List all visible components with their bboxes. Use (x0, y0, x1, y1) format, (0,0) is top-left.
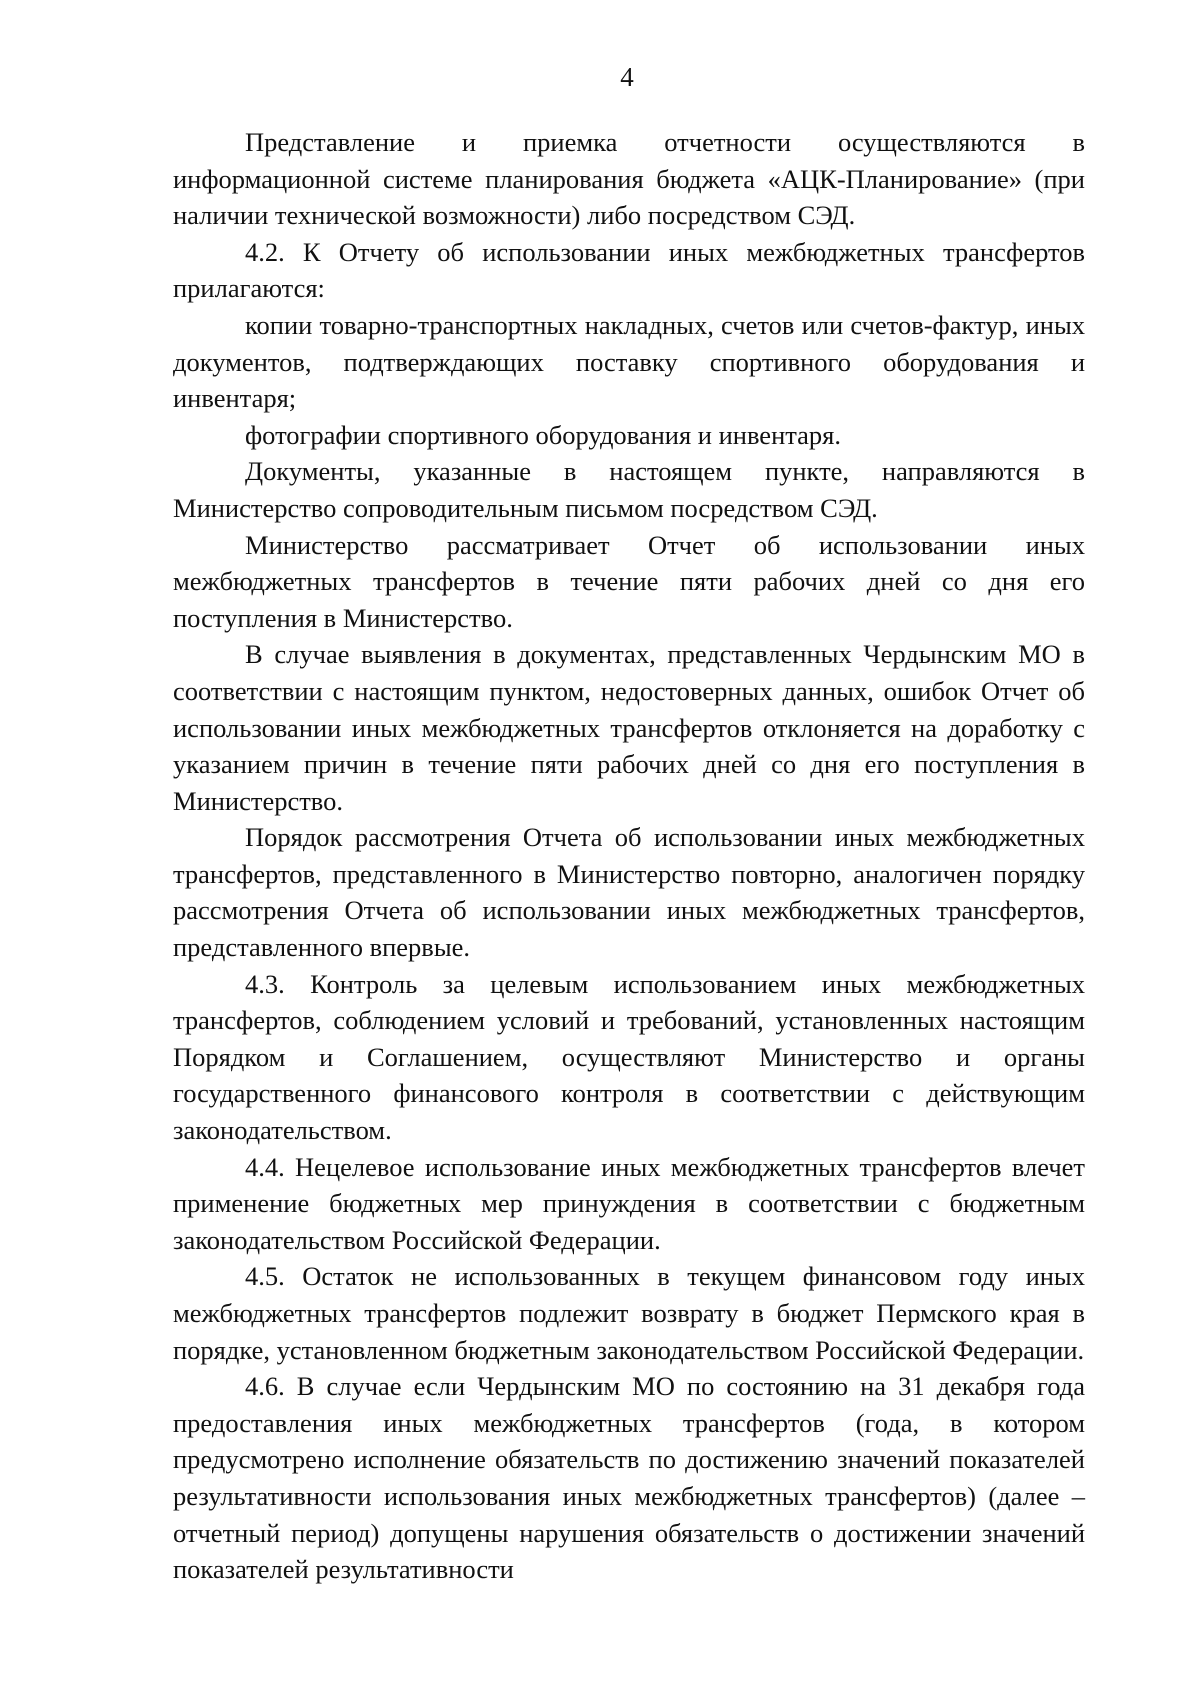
paragraph: В случае выявления в документах, представленных Чердынским МО в соответствии с настоящим пунктом, недостоверных данных, ошибок Отчет об использовании иных межбюджетных трансфертов отклоняется на доработку с указанием причин в течение пяти рабочих дней со дня его поступления в Министерство. (173, 639, 1085, 816)
paragraph: 4.4. Нецелевое использование иных межбюджетных трансфертов влечет применение бюджетных мер принуждения в соответствии с бюджетным законодательством Российской Федерации. (173, 1151, 1085, 1255)
paragraph: 4.5. Остаток не использованных в текущем финансовом году иных межбюджетных трансфертов подлежит возврату в бюджет Пермского края в порядке, установленном бюджетным законодательством Российской Федерации. (173, 1261, 1085, 1365)
paragraph: Представление и приемка отчетности осуществляются в информационной системе планирования бюджета «АЦК-Планирование» (при наличии технической возможности) либо посредством СЭД. (173, 127, 1085, 231)
paragraph: Порядок рассмотрения Отчета об использовании иных межбюджетных трансфертов, представленного в Министерство повторно, аналогичен порядку рассмотрения Отчета об использовании иных межбюджетных трансфертов, представленного впервые. (173, 822, 1085, 963)
paragraph: 4.3. Контроль за целевым использованием иных межбюджетных трансфертов, соблюдением условий и требований, установленных настоящим Порядком и Соглашением, осуществляют Министерство и органы государственного финансового контроля в соответствии с действующим законодательством. (173, 968, 1085, 1146)
paragraph: 4.6. В случае если Чердынским МО по состоянию на 31 декабря года предоставления иных межбюджетных трансфертов (года, в котором предусмотрено исполнение обязательств по достижению значений показателей результативности использования иных межбюджетных трансфертов) (далее – отчетный период) допущены нарушения обязательств о достижении значений показателей результативности (173, 1371, 1085, 1585)
paragraph: фотографии спортивного оборудования и инвентаря. (245, 419, 841, 450)
paragraph: Министерство рассматривает Отчет об использовании иных межбюджетных трансфертов в течение пяти рабочих дней со дня его поступления в Министерство. (173, 529, 1085, 633)
page-number: 4 (620, 62, 634, 92)
paragraph: 4.2. К Отчету об использовании иных межбюджетных трансфертов прилагаются: (173, 236, 1085, 304)
paragraph: копии товарно-транспортных накладных, счетов или счетов-фактур, иных документов, подтверждающих поставку спортивного оборудования и инвентаря; (173, 309, 1085, 414)
document-body (173, 124, 1085, 1588)
paragraph: Документы, указанные в настоящем пункте, направляются в Министерство сопроводительным письмом посредством СЭД. (173, 456, 1085, 523)
